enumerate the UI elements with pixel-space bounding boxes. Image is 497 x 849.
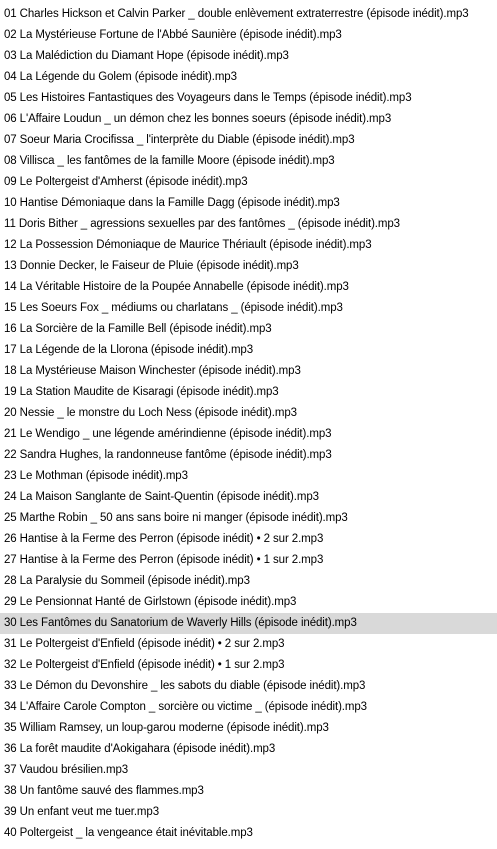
file-name-label: 07 Soeur Maria Crocifissa _ l'interprète du Diable (épisode inédit).mp3 bbox=[4, 134, 355, 146]
file-name-label: 02 La Mystérieuse Fortune de l'Abbé Saunière (épisode inédit).mp3 bbox=[4, 29, 342, 41]
file-name-label: 32 Le Poltergeist d'Enfield (épisode inédit) • 1 sur 2.mp3 bbox=[4, 659, 285, 671]
file-list-item[interactable] bbox=[0, 214, 497, 235]
file-list-item[interactable] bbox=[0, 424, 497, 445]
file-name-label: 28 La Paralysie du Sommeil (épisode inédit).mp3 bbox=[4, 575, 250, 587]
file-list-item[interactable] bbox=[0, 88, 497, 109]
file-list-item[interactable] bbox=[0, 403, 497, 424]
file-name-label: 21 Le Wendigo _ une légende amérindienne (épisode inédit).mp3 bbox=[4, 428, 332, 440]
file-list-item[interactable] bbox=[0, 67, 497, 88]
file-list-item[interactable] bbox=[0, 739, 497, 760]
file-name-label: 35 William Ramsey, un loup-garou moderne (épisode inédit).mp3 bbox=[4, 722, 329, 734]
file-list-item[interactable] bbox=[0, 319, 497, 340]
file-name-label: 15 Les Soeurs Fox _ médiums ou charlatans _ (épisode inédit).mp3 bbox=[4, 302, 343, 314]
file-list-item[interactable] bbox=[0, 46, 497, 67]
file-list-item[interactable] bbox=[0, 613, 497, 634]
file-name-label: 04 La Légende du Golem (épisode inédit).mp3 bbox=[4, 71, 237, 83]
file-list-item[interactable] bbox=[0, 256, 497, 277]
file-name-label: 05 Les Histoires Fantastiques des Voyageurs dans le Temps (épisode inédit).mp3 bbox=[4, 92, 412, 104]
file-name-label: 25 Marthe Robin _ 50 ans sans boire ni manger (épisode inédit).mp3 bbox=[4, 512, 348, 524]
file-name-label: 34 L'Affaire Carole Compton _ sorcière ou victime _ (épisode inédit).mp3 bbox=[4, 701, 367, 713]
file-list-item[interactable] bbox=[0, 466, 497, 487]
file-list-item[interactable] bbox=[0, 823, 497, 844]
file-list-item[interactable] bbox=[0, 361, 497, 382]
file-list-item[interactable] bbox=[0, 4, 497, 25]
file-name-label: 37 Vaudou brésilien.mp3 bbox=[4, 764, 129, 776]
file-name-label: 26 Hantise à la Ferme des Perron (épisode inédit) • 2 sur 2.mp3 bbox=[4, 533, 324, 545]
file-name-label: 03 La Malédiction du Diamant Hope (épisode inédit).mp3 bbox=[4, 50, 289, 62]
file-list-item[interactable] bbox=[0, 634, 497, 655]
file-name-label: 13 Donnie Decker, le Faiseur de Pluie (épisode inédit).mp3 bbox=[4, 260, 299, 272]
file-list-item[interactable] bbox=[0, 550, 497, 571]
file-name-label: 09 Le Poltergeist d'Amherst (épisode inédit).mp3 bbox=[4, 176, 248, 188]
file-list-item[interactable] bbox=[0, 508, 497, 529]
file-list-item[interactable] bbox=[0, 487, 497, 508]
file-name-label: 06 L'Affaire Loudun _ un démon chez les bonnes soeurs (épisode inédit).mp3 bbox=[4, 113, 392, 125]
file-list-item[interactable] bbox=[0, 382, 497, 403]
file-list-item[interactable] bbox=[0, 655, 497, 676]
file-list-item[interactable] bbox=[0, 760, 497, 781]
file-name-label: 31 Le Poltergeist d'Enfield (épisode inédit) • 2 sur 2.mp3 bbox=[4, 638, 285, 650]
file-list-item[interactable] bbox=[0, 529, 497, 550]
file-list-item[interactable] bbox=[0, 718, 497, 739]
file-list-item[interactable] bbox=[0, 802, 497, 823]
file-name-label: 27 Hantise à la Ferme des Perron (épisode inédit) • 1 sur 2.mp3 bbox=[4, 554, 324, 566]
file-name-label: 29 Le Pensionnat Hanté de Girlstown (épisode inédit).mp3 bbox=[4, 596, 297, 608]
file-name-label: 20 Nessie _ le monstre du Loch Ness (épisode inédit).mp3 bbox=[4, 407, 297, 419]
file-list-item[interactable] bbox=[0, 151, 497, 172]
file-name-label: 33 Le Démon du Devonshire _ les sabots du diable (épisode inédit).mp3 bbox=[4, 680, 366, 692]
file-list-item[interactable] bbox=[0, 781, 497, 802]
file-name-label: 08 Villisca _ les fantômes de la famille Moore (épisode inédit).mp3 bbox=[4, 155, 335, 167]
file-name-label: 10 Hantise Démoniaque dans la Famille Dagg (épisode inédit).mp3 bbox=[4, 197, 340, 209]
file-list-item[interactable] bbox=[0, 298, 497, 319]
file-name-label: 16 La Sorcière de la Famille Bell (épisode inédit).mp3 bbox=[4, 323, 272, 335]
file-list-item[interactable] bbox=[0, 25, 497, 46]
file-list-item[interactable] bbox=[0, 340, 497, 361]
file-name-label: 01 Charles Hickson et Calvin Parker _ double enlèvement extraterrestre (épisode inédit).mp3 bbox=[4, 8, 469, 20]
file-name-label: 19 La Station Maudite de Kisaragi (épisode inédit).mp3 bbox=[4, 386, 279, 398]
file-name-label: 22 Sandra Hughes, la randonneuse fantôme (épisode inédit).mp3 bbox=[4, 449, 332, 461]
file-name-label: 11 Doris Bither _ agressions sexuelles par des fantômes _ (épisode inédit).mp3 bbox=[4, 218, 400, 230]
file-name-label: 23 Le Mothman (épisode inédit).mp3 bbox=[4, 470, 188, 482]
file-list-item[interactable] bbox=[0, 676, 497, 697]
file-list-item[interactable] bbox=[0, 571, 497, 592]
file-name-label: 18 La Mystérieuse Maison Winchester (épisode inédit).mp3 bbox=[4, 365, 301, 377]
file-list-item[interactable] bbox=[0, 193, 497, 214]
file-name-label: 24 La Maison Sanglante de Saint-Quentin (épisode inédit).mp3 bbox=[4, 491, 319, 503]
file-name-label: 17 La Légende de la Llorona (épisode inédit).mp3 bbox=[4, 344, 254, 356]
file-name-label: 14 La Véritable Histoire de la Poupée Annabelle (épisode inédit).mp3 bbox=[4, 281, 349, 293]
file-list-item[interactable] bbox=[0, 445, 497, 466]
file-name-label: 12 La Possession Démoniaque de Maurice Thériault (épisode inédit).mp3 bbox=[4, 239, 372, 251]
file-list-item[interactable] bbox=[0, 172, 497, 193]
file-name-label: 30 Les Fantômes du Sanatorium de Waverly Hills (épisode inédit).mp3 bbox=[4, 617, 357, 629]
file-list-item[interactable] bbox=[0, 592, 497, 613]
file-name-label: 36 La forêt maudite d'Aokigahara (épisode inédit).mp3 bbox=[4, 743, 276, 755]
file-list-item[interactable] bbox=[0, 235, 497, 256]
file-name-label: 38 Un fantôme sauvé des flammes.mp3 bbox=[4, 785, 204, 797]
file-name-label: 39 Un enfant veut me tuer.mp3 bbox=[4, 806, 160, 818]
file-list-item[interactable] bbox=[0, 697, 497, 718]
file-list-item[interactable] bbox=[0, 130, 497, 151]
file-name-label: 40 Poltergeist _ la vengeance était inévitable.mp3 bbox=[4, 827, 253, 839]
file-list-item[interactable] bbox=[0, 277, 497, 298]
file-list-item[interactable] bbox=[0, 109, 497, 130]
